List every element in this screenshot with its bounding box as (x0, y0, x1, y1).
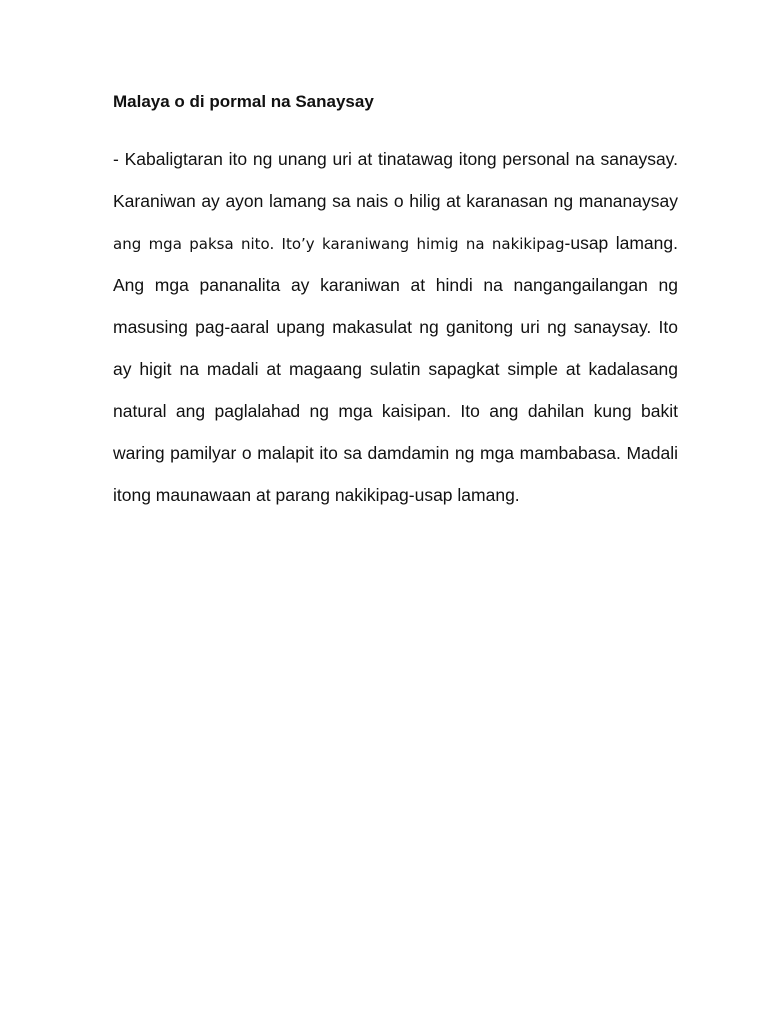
document-heading: Malaya o di pormal na Sanaysay (113, 92, 374, 111)
document-body (113, 145, 678, 523)
paragraph-line-8: waring pamilyar o malapit ito sa damdamin ng mga mambabasa. Madali (113, 443, 678, 463)
paragraph-line-2: Karaniwan ay ayon lamang sa nais o hilig at karanasan ng mananaysay (113, 191, 678, 211)
paragraph-line-5: masusing pag-aaral upang makasulat ng ganitong uri ng sanaysay. Ito (113, 317, 678, 337)
paragraph-line-3 (113, 229, 678, 271)
paragraph-line-3-alt-font-segment: ang mga paksa nito. Ito’y karaniwang himig na nakikipag (113, 235, 565, 253)
paragraph-line-1: - Kabaligtaran ito ng unang uri at tinatawag itong personal na sanaysay. (113, 149, 678, 169)
paragraph-line-3-segment: -usap lamang. (564, 233, 678, 253)
paragraph-line-7: natural ang paglalahad ng mga kaisipan. Ito ang dahilan kung bakit (113, 401, 678, 421)
paragraph-line-9: itong maunawaan at parang nakikipag-usap lamang. (113, 485, 520, 505)
paragraph-line-6: ay higit na madali at magaang sulatin sapagkat simple at kadalasang (113, 359, 678, 379)
paragraph-line-4: Ang mga pananalita ay karaniwan at hindi na nangangailangan ng (113, 275, 678, 295)
